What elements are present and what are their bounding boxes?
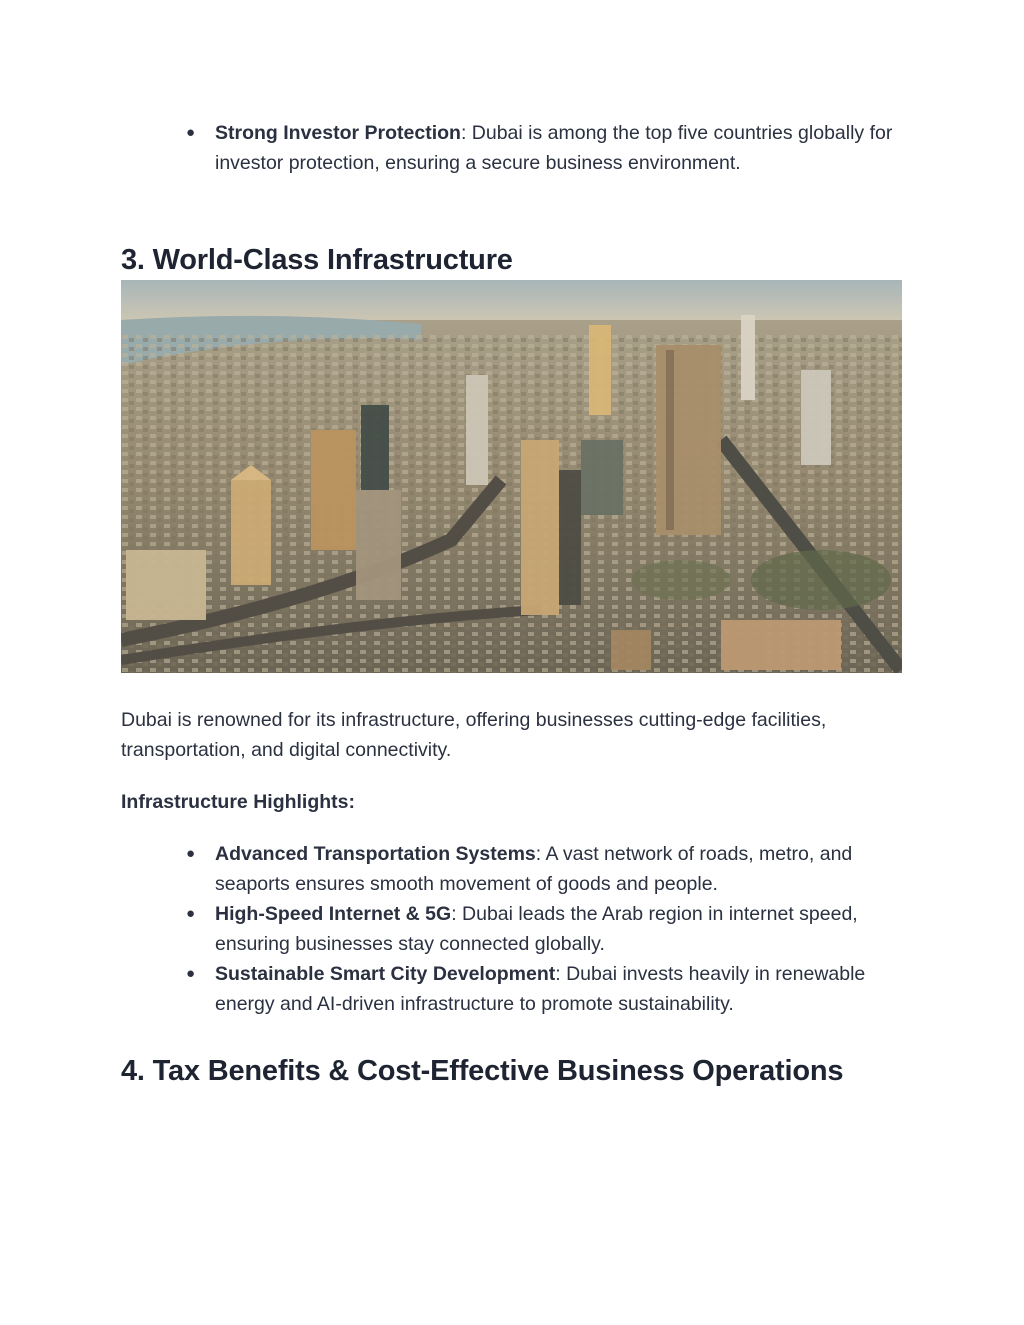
list-item — [186, 839, 916, 899]
list-item-title: Sustainable Smart City Development — [215, 963, 556, 985]
list-item-title: Advanced Transportation Systems — [215, 843, 536, 865]
bullet-icon: ● — [186, 965, 196, 982]
list-item — [186, 959, 916, 1019]
list-item-text: : Dubai is among the top five countries globally for investor protection, ensuring a secure business environment. — [215, 122, 893, 174]
list-item-title: Strong Investor Protection — [215, 122, 461, 144]
infrastructure-highlights-list — [186, 839, 916, 1019]
list-item-text: : A vast network of roads, metro, and seaports ensures smooth movement of goods and people. — [215, 843, 853, 895]
dubai-skyline-photo — [121, 280, 902, 673]
list-item — [186, 899, 916, 959]
infrastructure-highlights-label: Infrastructure Highlights: — [121, 791, 356, 813]
section-heading-tax-benefits: 4. Tax Benefits & Cost-Effective Business Operations — [121, 1055, 844, 1087]
list-item-title: High-Speed Internet & 5G — [215, 903, 452, 925]
list-item-text: : Dubai leads the Arab region in internet speed, ensuring businesses stay connected globally. — [215, 903, 858, 955]
investor-protection-list — [186, 118, 916, 178]
list-item-text: : Dubai invests heavily in renewable energy and AI-driven infrastructure to promote sustainability. — [215, 963, 866, 1015]
bullet-icon: ● — [186, 845, 196, 862]
bullet-icon: ● — [186, 124, 196, 141]
list-item — [186, 118, 916, 178]
section-heading-infrastructure: 3. World-Class Infrastructure — [121, 244, 513, 276]
bullet-icon: ● — [186, 905, 196, 922]
infrastructure-intro-paragraph: Dubai is renowned for its infrastructure, offering businesses cutting-edge facilities, transportation, and digital connectivity. — [121, 709, 827, 761]
